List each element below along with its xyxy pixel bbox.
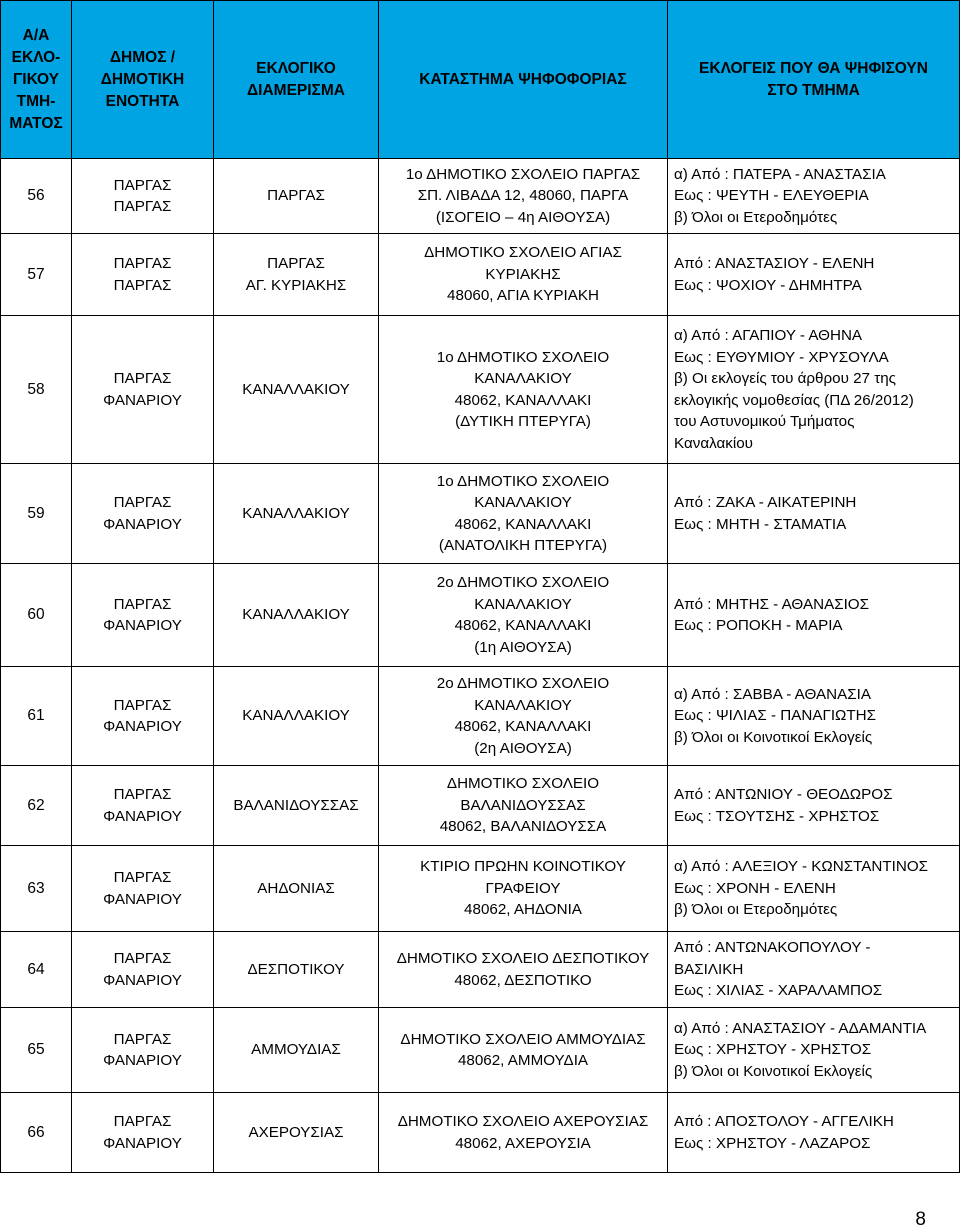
voters-cell-line: Από : ΑΝΑΣΤΑΣΙΟΥ - ΕΛΕΝΗ	[674, 255, 875, 272]
district-cell-line: ΒΑΛΑΝΙΔΟΥΣΣΑΣ	[233, 796, 359, 814]
header-polling-station: ΚΑΤΑΣΤΗΜΑ ΨΗΦΟΦΟΡΙΑΣ	[379, 1, 668, 159]
polling-station-cell-line: ΔΗΜΟΤΙΚΟ ΣΧΟΛΕΙΟ ΔΕΣΠΟΤΙΚΟΥ	[396, 950, 650, 967]
municipality-cell-line: ΦΑΝΑΡΙΟΥ	[103, 718, 182, 735]
municipality-cell	[72, 667, 214, 766]
polling-station-cell-line: 48062, ΒΑΛΑΝΙΔΟΥΣΣΑ	[439, 818, 607, 836]
polling-station-cell-line: ΔΗΜΟΤΙΚΟ ΣΧΟΛΕΙΟ ΑΜΜΟΥΔΙΑΣ	[400, 1030, 646, 1048]
municipality-cell	[72, 316, 214, 464]
voters-cell	[668, 766, 960, 846]
table-row	[1, 464, 960, 564]
polling-station-cell	[379, 234, 668, 316]
polling-station-cell-line: ΣΠ. ΛΙΒΑΔΑ 12, 48060, ΠΑΡΓΑ	[417, 187, 629, 205]
voters-cell-line: Εως : ΕΥΘΥΜΙΟΥ - ΧΡΥΣΟΥΛΑ	[674, 348, 889, 366]
district-cell	[214, 1093, 379, 1173]
municipality-cell	[72, 846, 214, 932]
voters-cell	[668, 846, 960, 932]
section-number-cell-line: 62	[27, 796, 45, 814]
voters-cell-line: του Αστυνομικού Τμήματος	[674, 413, 855, 430]
polling-station-cell-line: 48062, ΑΧΕΡΟΥΣΙΑ	[455, 1134, 591, 1152]
voters-cell-line: Εως : ΧΡΗΣΤΟΥ - ΛΑΖΑΡΟΣ	[674, 1134, 871, 1152]
district-cell	[214, 667, 379, 766]
polling-station-cell-line: (ΙΣΟΓΕΙΟ – 4η ΑΙΘΟΥΣΑ)	[435, 208, 611, 226]
voters-cell-line: β) Όλοι οι Κοινοτικοί Εκλογείς	[674, 728, 873, 746]
section-number-cell	[1, 766, 72, 846]
voters-cell	[668, 932, 960, 1008]
district-cell-line: ΑΜΜΟΥΔΙΑΣ	[251, 1041, 341, 1059]
district-cell	[214, 766, 379, 846]
header-voters: ΕΚΛΟΓΕΙΣ ΠΟΥ ΘΑ ΨΗΦΙΣΟΥΝ ΣΤΟ ΤΜΗΜΑ	[668, 1, 960, 159]
municipality-cell-line: ΠΑΡΓΑΣ	[113, 1030, 172, 1048]
polling-station-cell-line: 48062, ΑΜΜΟΥΔΙΑ	[457, 1052, 589, 1069]
section-number-cell	[1, 564, 72, 667]
voters-cell-line: ΒΑΣΙΛΙΚΗ	[674, 960, 744, 978]
municipality-cell-line: ΦΑΝΑΡΙΟΥ	[103, 1052, 182, 1069]
district-cell-line: ΠΑΡΓΑΣ	[267, 187, 325, 205]
municipality-cell-line: ΠΑΡΓΑΣ	[113, 198, 172, 215]
polling-station-cell-line: 2ο ΔΗΜΟΤΙΚΟ ΣΧΟΛΕΙΟ	[436, 675, 610, 692]
municipality-cell-line: ΦΑΝΑΡΙΟΥ	[103, 807, 182, 825]
section-number-cell-line: 56	[27, 187, 45, 205]
polling-station-cell-line: ΒΑΛΑΝΙΔΟΥΣΣΑΣ	[460, 796, 586, 814]
voters-cell-line: Εως : ΤΣΟΥΤΣΗΣ - ΧΡΗΣΤΟΣ	[674, 807, 880, 825]
section-number-cell	[1, 932, 72, 1008]
municipality-cell-line: ΠΑΡΓΑΣ	[113, 176, 172, 194]
polling-station-cell-line: ΚΑΝΑΛΑΚΙΟΥ	[474, 370, 572, 387]
section-number-cell-line: 57	[27, 265, 45, 283]
section-number-cell	[1, 316, 72, 464]
district-cell-line: ΚΑΝΑΛΛΑΚΙΟΥ	[242, 380, 350, 398]
polling-station-cell-line: (2η ΑΙΘΟΥΣΑ)	[474, 739, 572, 757]
table-row	[1, 846, 960, 932]
polling-station-cell	[379, 932, 668, 1008]
polling-station-cell-line: 48062, ΚΑΝΑΛΛΑΚΙ	[454, 718, 592, 735]
district-cell	[214, 464, 379, 564]
polling-station-cell-line: ΚΑΝΑΛΑΚΙΟΥ	[474, 595, 572, 613]
municipality-cell	[72, 464, 214, 564]
voters-cell-line: Εως : ΜΗΤΗ - ΣΤΑΜΑΤΙΑ	[674, 515, 847, 533]
municipality-cell-line: ΦΑΝΑΡΙΟΥ	[103, 1134, 182, 1152]
table-row	[1, 667, 960, 766]
polling-station-cell-line: 48062, ΔΕΣΠΟΤΙΚΟ	[454, 971, 592, 989]
voters-cell-line: Εως : ΨΟΧΙΟΥ - ΔΗΜΗΤΡΑ	[674, 276, 862, 294]
polling-station-cell-line: 2ο ΔΗΜΟΤΙΚΟ ΣΧΟΛΕΙΟ	[436, 574, 610, 591]
polling-station-cell	[379, 1093, 668, 1173]
polling-station-cell-line: ΓΡΑΦΕΙΟΥ	[485, 879, 561, 897]
table-row	[1, 316, 960, 464]
voters-cell-line: β) Οι εκλογείς του άρθρου 27 της	[674, 370, 896, 387]
voters-cell	[668, 316, 960, 464]
polling-station-cell	[379, 464, 668, 564]
voters-cell-line: Από : ΑΠΟΣΤΟΛΟΥ - ΑΓΓΕΛΙΚΗ	[674, 1113, 894, 1130]
voters-cell-line: α) Από : ΠΑΤΕΡΑ - ΑΝΑΣΤΑΣΙΑ	[674, 165, 886, 183]
district-cell-line: ΠΑΡΓΑΣ	[267, 255, 325, 272]
voters-cell	[668, 159, 960, 234]
voters-cell-line: β) Όλοι οι Κοινοτικοί Εκλογείς	[674, 1062, 873, 1080]
voters-cell-line: α) Από : ΑΛΕΞΙΟΥ - ΚΩΝΣΤΑΝΤΙΝΟΣ	[674, 858, 929, 876]
municipality-cell-line: ΠΑΡΓΑΣ	[113, 696, 172, 714]
district-cell-line: ΑΓ. ΚΥΡΙΑΚΗΣ	[245, 276, 347, 294]
municipality-cell	[72, 766, 214, 846]
municipality-cell	[72, 1093, 214, 1173]
section-number-cell	[1, 1093, 72, 1173]
voters-cell	[668, 464, 960, 564]
polling-station-cell	[379, 159, 668, 234]
polling-station-cell-line: 1ο ΔΗΜΟΤΙΚΟ ΣΧΟΛΕΙΟ	[436, 348, 610, 366]
voters-cell-line: β) Όλοι οι Ετεροδημότες	[674, 901, 838, 919]
table-row	[1, 234, 960, 316]
section-number-cell	[1, 159, 72, 234]
district-cell	[214, 1008, 379, 1093]
voters-cell-line: Εως : ΨΙΛΙΑΣ - ΠΑΝΑΓΙΩΤΗΣ	[674, 707, 877, 725]
voters-cell-line: Από : ΜΗΤΗΣ - ΑΘΑΝΑΣΙΟΣ	[674, 595, 870, 613]
table-row	[1, 1008, 960, 1093]
polling-station-cell-line: ΚΑΝΑΛΑΚΙΟΥ	[474, 494, 572, 511]
municipality-cell	[72, 1008, 214, 1093]
table-body	[1, 159, 960, 1173]
voters-cell	[668, 1008, 960, 1093]
district-cell-line: ΔΕΣΠΟΤΙΚΟΥ	[247, 960, 345, 978]
polling-station-cell-line: ΔΗΜΟΤΙΚΟ ΣΧΟΛΕΙΟ	[446, 775, 600, 793]
polling-station-cell-line: (ΔΥΤΙΚΗ ΠΤΕΡΥΓΑ)	[455, 413, 591, 430]
district-cell-line: ΑΧΕΡΟΥΣΙΑΣ	[248, 1123, 344, 1141]
district-cell	[214, 316, 379, 464]
municipality-cell	[72, 159, 214, 234]
municipality-cell-line: ΠΑΡΓΑΣ	[113, 950, 172, 967]
header-section-number: Α/Α ΕΚΛΟ- ΓΙΚΟΥ ΤΜΗ- ΜΑΤΟΣ	[1, 1, 72, 159]
table-row	[1, 1093, 960, 1173]
polling-station-cell	[379, 766, 668, 846]
polling-station-cell	[379, 667, 668, 766]
municipality-cell-line: ΠΑΡΓΑΣ	[113, 370, 172, 387]
polling-station-cell-line: (ΑΝΑΤΟΛΙΚΗ ΠΤΕΡΥΓΑ)	[438, 537, 608, 554]
section-number-cell	[1, 846, 72, 932]
municipality-cell-line: ΠΑΡΓΑΣ	[113, 595, 172, 613]
polling-station-cell-line: 48062, ΚΑΝΑΛΛΑΚΙ	[454, 515, 592, 533]
voters-cell-line: α) Από : ΣΑΒΒΑ - ΑΘΑΝΑΣΙΑ	[674, 685, 871, 703]
voters-cell-line: Εως : ΧΡΗΣΤΟΥ - ΧΡΗΣΤΟΣ	[674, 1041, 872, 1059]
municipality-cell	[72, 564, 214, 667]
municipality-cell-line: ΦΑΝΑΡΙΟΥ	[103, 617, 182, 634]
voters-cell-line: Καναλακίου	[674, 434, 753, 452]
polling-station-cell-line: ΚΑΝΑΛΑΚΙΟΥ	[474, 696, 572, 714]
voters-cell-line: Εως : ΨΕΥΤΗ - ΕΛΕΥΘΕΡΙΑ	[674, 187, 869, 205]
municipality-cell-line: ΦΑΝΑΡΙΟΥ	[103, 391, 182, 409]
voters-cell	[668, 234, 960, 316]
page-number: 8	[915, 1209, 926, 1230]
section-number-cell-line: 61	[27, 707, 45, 725]
district-cell-line: ΚΑΝΑΛΛΑΚΙΟΥ	[242, 707, 350, 725]
section-number-cell-line: 64	[27, 960, 45, 978]
table-header-row	[1, 1, 960, 159]
voters-cell-line: β) Όλοι οι Ετεροδημότες	[674, 208, 838, 226]
municipality-cell-line: ΠΑΡΓΑΣ	[113, 276, 172, 294]
polling-station-cell	[379, 316, 668, 464]
polling-station-cell-line: ΚΥΡΙΑΚΗΣ	[485, 265, 561, 283]
voters-cell	[668, 667, 960, 766]
voters-cell-line: Από : ΖΑΚΑ - ΑΙΚΑΤΕΡΙΝΗ	[674, 494, 857, 511]
voters-cell-line: Από : ΑΝΤΩΝΙΟΥ - ΘΕΟΔΩΡΟΣ	[674, 786, 893, 803]
voters-cell-line: α) Από : ΑΝΑΣΤΑΣΙΟΥ - ΑΔΑΜΑΝΤΙΑ	[674, 1019, 927, 1037]
voters-cell-line: εκλογικής νομοθεσίας (ΠΔ 26/2012)	[674, 391, 914, 409]
voters-cell	[668, 1093, 960, 1173]
voters-cell-line: Από : ΑΝΤΩΝΑΚΟΠΟΥΛΟΥ -	[674, 939, 871, 957]
table-row	[1, 159, 960, 234]
district-cell	[214, 234, 379, 316]
polling-station-cell-line: 48062, ΑΗΔΟΝΙΑ	[464, 901, 582, 919]
polling-station-cell	[379, 564, 668, 667]
voters-cell-line: Εως : ΧΙΛΙΑΣ - ΧΑΡΑΛΑΜΠΟΣ	[674, 982, 883, 1000]
voters-cell-line: α) Από : ΑΓΑΠΙΟΥ - ΑΘΗΝΑ	[674, 327, 863, 344]
district-cell	[214, 846, 379, 932]
polling-station-cell-line: ΔΗΜΟΤΙΚΟ ΣΧΟΛΕΙΟ ΑΓΙΑΣ	[424, 244, 622, 262]
municipality-cell-line: ΦΑΝΑΡΙΟΥ	[103, 890, 182, 908]
municipality-cell	[72, 932, 214, 1008]
district-cell-line: ΚΑΝΑΛΛΑΚΙΟΥ	[242, 504, 350, 522]
municipality-cell	[72, 234, 214, 316]
district-cell	[214, 159, 379, 234]
header-municipality: ΔΗΜΟΣ / ΔΗΜΟΤΙΚΗ ΕΝΟΤΗΤΑ	[72, 1, 214, 159]
municipality-cell-line: ΠΑΡΓΑΣ	[113, 1113, 172, 1130]
polling-station-cell-line: 1ο ΔΗΜΟΤΙΚΟ ΣΧΟΛΕΙΟ	[436, 472, 610, 490]
header-electoral-district: ΕΚΛΟΓΙΚΟ ΔΙΑΜΕΡΙΣΜΑ	[214, 1, 379, 159]
polling-station-cell-line: ΔΗΜΟΤΙΚΟ ΣΧΟΛΕΙΟ ΑΧΕΡΟΥΣΙΑΣ	[397, 1113, 649, 1130]
district-cell-line: ΑΗΔΟΝΙΑΣ	[257, 879, 335, 897]
municipality-cell-line: ΠΑΡΓΑΣ	[113, 786, 172, 803]
district-cell	[214, 932, 379, 1008]
polling-station-cell-line: (1η ΑΙΘΟΥΣΑ)	[474, 638, 572, 656]
section-number-cell-line: 65	[27, 1041, 45, 1059]
municipality-cell-line: ΦΑΝΑΡΙΟΥ	[103, 515, 182, 533]
table-row	[1, 932, 960, 1008]
polling-station-cell	[379, 1008, 668, 1093]
table-row	[1, 564, 960, 667]
district-cell	[214, 564, 379, 667]
voters-cell-line: Εως : ΡΟΠΟΚΗ - ΜΑΡΙΑ	[674, 617, 843, 634]
section-number-cell-line: 60	[27, 606, 45, 624]
district-cell-line: ΚΑΝΑΛΛΑΚΙΟΥ	[242, 606, 350, 624]
section-number-cell-line: 63	[27, 879, 45, 897]
municipality-cell-line: ΠΑΡΓΑΣ	[113, 494, 172, 511]
section-number-cell	[1, 234, 72, 316]
section-number-cell-line: 66	[27, 1123, 45, 1141]
section-number-cell	[1, 667, 72, 766]
polling-station-cell-line: ΚΤΙΡΙΟ ΠΡΩΗΝ ΚΟΙΝΟΤΙΚΟΥ	[420, 858, 626, 876]
polling-station-cell-line: 48060, ΑΓΙΑ ΚΥΡΙΑΚΗ	[447, 287, 599, 305]
municipality-cell-line: ΠΑΡΓΑΣ	[113, 869, 172, 886]
municipality-cell-line: ΠΑΡΓΑΣ	[113, 255, 172, 272]
section-number-cell-line: 58	[27, 380, 45, 398]
polling-station-cell-line: 48062, ΚΑΝΑΛΛΑΚΙ	[454, 391, 592, 409]
section-number-cell	[1, 1008, 72, 1093]
section-number-cell-line: 59	[27, 504, 45, 522]
municipality-cell-line: ΦΑΝΑΡΙΟΥ	[103, 971, 182, 989]
polling-station-cell-line: 48062, ΚΑΝΑΛΛΑΚΙ	[454, 617, 592, 634]
polling-station-cell	[379, 846, 668, 932]
section-number-cell	[1, 464, 72, 564]
voters-cell	[668, 564, 960, 667]
polling-station-cell-line: 1ο ΔΗΜΟΤΙΚΟ ΣΧΟΛΕΙΟ ΠΑΡΓΑΣ	[405, 165, 641, 183]
table-row	[1, 766, 960, 846]
voters-cell-line: Εως : ΧΡΟΝΗ - ΕΛΕΝΗ	[674, 879, 836, 897]
